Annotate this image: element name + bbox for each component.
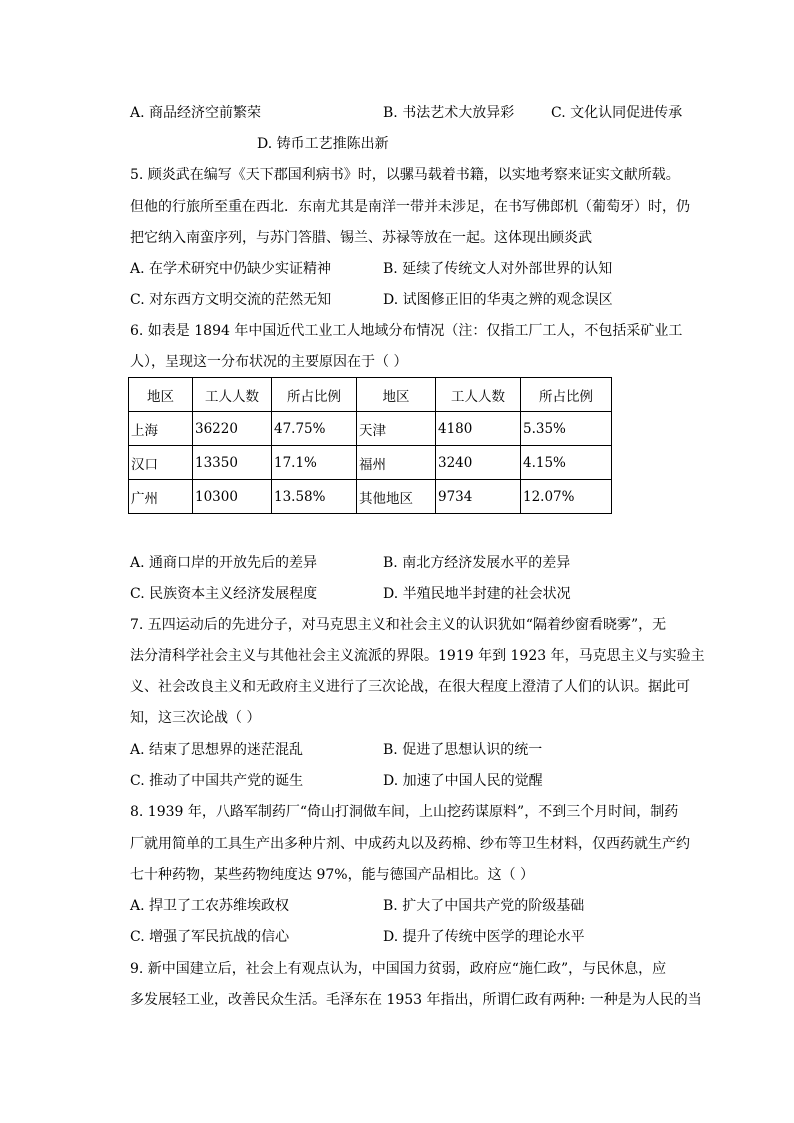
table-cell: 13350 — [193, 446, 272, 480]
table-cell: 36220 — [193, 412, 272, 446]
table-cell: 上海 — [129, 412, 193, 446]
q5-stem-line-3: 把它纳入南蛮序列，与苏门答腊、锡兰、苏禄等放在一起。这体现出顾炎武 — [130, 230, 592, 246]
q9-stem-line-1: 9. 新中国建立后，社会上有观点认为，中国国力贫弱，政府应“施仁政”，与民休息，应 — [130, 961, 667, 977]
q7-stem-line-2: 法分清科学社会主义与其他社会主义流派的界限。1919 年到 1923 年，马克思主义与实验主 — [130, 648, 705, 664]
q5-option-a: A. 在学术研究中仍缺少实证精神 — [130, 261, 332, 277]
q5-option-c: C. 对东西方文明交流的茫然无知 — [130, 292, 332, 308]
table-header-cell: 地区 — [129, 378, 193, 412]
q7-option-a: A. 结束了思想界的迷茫混乱 — [130, 742, 304, 758]
q6-stem-line-1: 6. 如表是 1894 年中国近代工业工人地域分布情况（注：仅指工厂工人，不包括采矿业工 — [130, 323, 683, 339]
table-cell: 47.75% — [272, 412, 357, 446]
q7-option-c: C. 推动了中国共产党的诞生 — [130, 773, 304, 789]
q4-option-b: B. 书法艺术大放异彩 — [383, 105, 515, 121]
table-cell: 广州 — [129, 480, 193, 514]
table-cell: 12.07% — [521, 480, 612, 514]
q6-stem-line-2: 人），呈现这一分布状况的主要原因在于（ ） — [130, 354, 408, 370]
q4-option-d: D. 铸币工艺推陈出新 — [257, 136, 389, 152]
q8-option-d: D. 提升了传统中医学的理论水平 — [383, 929, 585, 945]
table-header-cell: 工人人数 — [436, 378, 521, 412]
q8-option-b: B. 扩大了中国共产党的阶级基础 — [383, 898, 585, 914]
table-cell: 汉口 — [129, 446, 193, 480]
worker-distribution-table — [128, 377, 612, 514]
table-header-cell: 所占比例 — [521, 378, 612, 412]
q5-stem-line-2: 但他的行旅所至重在西北．东南尤其是南洋一带并未涉足，在书写佛郎机（葡萄牙）时，仍 — [130, 199, 690, 215]
table-cell: 5.35% — [521, 412, 612, 446]
table-cell: 4.15% — [521, 446, 612, 480]
q7-option-b: B. 促进了思想认识的统一 — [383, 742, 543, 758]
table-cell: 4180 — [436, 412, 521, 446]
q5-option-d: D. 试图修正旧的华夷之辨的观念误区 — [383, 292, 613, 308]
table-cell: 17.1% — [272, 446, 357, 480]
table-cell: 其他地区 — [357, 480, 436, 514]
q7-stem-line-1: 7. 五四运动后的先进分子，对马克思主义和社会主义的认识犹如“隔着纱窗看晓雾”，无 — [130, 617, 667, 633]
table-row — [129, 412, 612, 446]
q7-stem-line-3: 义、社会改良主义和无政府主义进行了三次论战，在很大程度上澄清了人们的认识。据此可 — [130, 679, 690, 695]
q8-option-a: A. 捍卫了工农苏维埃政权 — [130, 898, 290, 914]
q8-stem-line-3: 七十种药物，某些药物纯度达 97%，能与德国产品相比。这（ ） — [130, 867, 535, 883]
q7-option-d: D. 加速了中国人民的觉醒 — [383, 773, 543, 789]
q5-option-b: B. 延续了传统文人对外部世界的认知 — [383, 261, 613, 277]
table-cell: 9734 — [436, 480, 521, 514]
q9-stem-line-2: 多发展轻工业，改善民众生活。毛泽东在 1953 年指出，所谓仁政有两种: 一种是为人民的当 — [130, 992, 702, 1008]
table-row — [129, 446, 612, 480]
q4-option-c: C. 文化认同促进传承 — [551, 105, 683, 121]
table-header-cell: 地区 — [357, 378, 436, 412]
table-header-cell: 所占比例 — [272, 378, 357, 412]
table-cell: 13.58% — [272, 480, 357, 514]
table-row — [129, 480, 612, 514]
q8-option-c: C. 增强了军民抗战的信心 — [130, 929, 290, 945]
table-header-row — [129, 378, 612, 412]
table-cell: 10300 — [193, 480, 272, 514]
q8-stem-line-2: 厂就用简单的工具生产出多种片剂、中成药丸以及药棉、纱布等卫生材料，仅西药就生产约 — [130, 836, 690, 852]
q6-option-c: C. 民族资本主义经济发展程度 — [130, 586, 318, 602]
table-cell: 福州 — [357, 446, 436, 480]
q7-stem-line-4: 知，这三次论战（ ） — [130, 710, 261, 726]
q6-option-b: B. 南北方经济发展水平的差异 — [383, 555, 571, 571]
q6-option-a: A. 通商口岸的开放先后的差异 — [130, 555, 318, 571]
table-header-cell: 工人人数 — [193, 378, 272, 412]
q8-stem-line-1: 8. 1939 年，八路军制药厂“倚山打洞做车间，上山挖药谋原料”，不到三个月时间，制药 — [130, 804, 679, 820]
q6-option-d: D. 半殖民地半封建的社会状况 — [383, 586, 571, 602]
table-cell: 天津 — [357, 412, 436, 446]
q4-option-a: A. 商品经济空前繁荣 — [130, 105, 262, 121]
q5-stem-line-1: 5. 顾炎武在编写《天下郡国利病书》时，以骡马载着书籍，以实地考察来证实文献所载。 — [130, 167, 680, 183]
table-cell: 3240 — [436, 446, 521, 480]
